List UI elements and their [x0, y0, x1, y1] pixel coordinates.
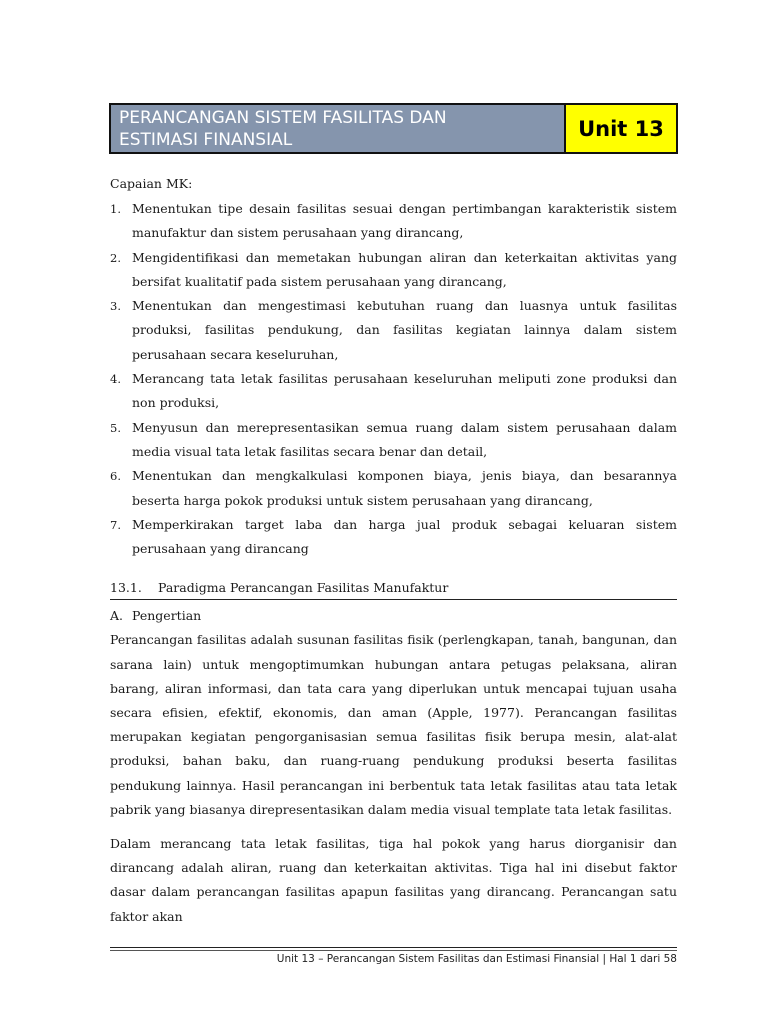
unit-label: Unit 13: [566, 105, 676, 152]
outcomes-list: [110, 197, 677, 561]
section-number: 13.1.: [110, 580, 142, 596]
unit-banner: [109, 103, 678, 154]
outcome-item: [110, 464, 677, 513]
outcome-number: 6.: [110, 469, 121, 484]
footer-text: Unit 13 – Perancangan Sistem Fasilitas dan Estimasi Finansial | Hal 1 dari 58: [276, 953, 677, 965]
outcome-text: Menentukan tipe desain fasilitas sesuai dengan pertimbangan karakteristik sistem manufaktur dan sistem perusahaan yang dirancang,: [132, 201, 677, 241]
outcome-text: Menyusun dan merepresentasikan semua ruang dalam sistem perusahaan dalam media visual tata letak fasilitas secara benar dan detail,: [132, 419, 677, 459]
outcome-text: Merancang tata letak fasilitas perusahaan keseluruhan meliputi zone produksi dan non produksi,: [132, 371, 677, 411]
outcome-number: 1.: [110, 202, 121, 216]
subsection-heading: [110, 606, 677, 626]
subsection-title: Pengertian: [132, 608, 202, 624]
outcome-item: [110, 367, 677, 416]
outcome-item: [110, 197, 677, 246]
page-footer: [110, 947, 677, 965]
outcome-number: 3.: [110, 299, 121, 314]
main-content: [110, 174, 677, 929]
outcome-text: Menentukan dan mengestimasi kebutuhan ruang dan luasnya untuk fasilitas produksi, fasilitas pendukung, dan fasilitas kegiatan lainnya dalam sistem perusahaan secara keseluruhan,: [132, 298, 677, 362]
body-paragraph: Dalam merancang tata letak fasilitas, tiga hal pokok yang harus diorganisir dan dirancang adalah aliran, ruang dan keterkaitan aktivitas. Tiga hal ini disebut faktor dasar dalam perancangan fasilitas apapun fasilitas yang dirancang. Perancangan satu faktor akan: [110, 836, 677, 924]
outcome-number: 2.: [110, 250, 121, 265]
outcome-item: [110, 294, 677, 367]
outcome-text: Menentukan dan mengkalkulasi komponen biaya, jenis biaya, dan besarannya beserta harga pokok produksi untuk sistem perusahaan yang dirancang,: [132, 468, 677, 508]
section-title: Paradigma Perancangan Fasilitas Manufaktur: [158, 580, 449, 596]
outcome-item: [110, 416, 677, 465]
outcome-item: [110, 513, 677, 562]
subsection-letter: A.: [110, 608, 124, 624]
outcome-text: Mengidentifikasi dan memetakan hubungan aliran dan keterkaitan aktivitas yang bersifat kualitatif pada sistem perusahaan yang dirancang,: [132, 249, 677, 289]
outcome-text: Memperkirakan target laba dan harga jual produk sebagai keluaran sistem perusahaan yang dirancang: [132, 516, 677, 557]
banner-title: [111, 105, 566, 152]
banner-title-line-2: ESTIMASI FINANSIAL: [119, 130, 293, 150]
banner-title-line-1: PERANCANGAN SISTEM FASILITAS DAN: [119, 108, 447, 128]
outcome-item: [110, 246, 677, 295]
section-heading: [110, 578, 677, 600]
body-paragraph: Perancangan fasilitas adalah susunan fasilitas fisik (perlengkapan, tanah, bangunan, dan sarana lain) untuk mengoptimumkan hubungan antara petugas pelaksana, aliran barang, aliran informasi, dan tata cara yang diperlukan untuk mencapai tujuan usaha secara efisien, efektif, ekonomis, dan aman (Apple, 1977). Perancangan fasilitas merupakan kegiatan pengorganisasian semua fasilitas fisik berupa mesin, alat-alat produksi, bahan baku, dan ruang-ruang pendukung produksi beserta fasilitas pendukung lainnya. Hasil perancangan ini berbentuk tata letak fasilitas atau tata letak pabrik yang biasanya direpresentasikan dalam media visual template tata letak fasilitas.: [110, 632, 677, 817]
outcome-number: 4.: [110, 372, 121, 387]
outcome-number: 5.: [110, 420, 121, 435]
capaian-heading: Capaian MK:: [110, 176, 193, 191]
outcome-number: 7.: [110, 517, 121, 532]
